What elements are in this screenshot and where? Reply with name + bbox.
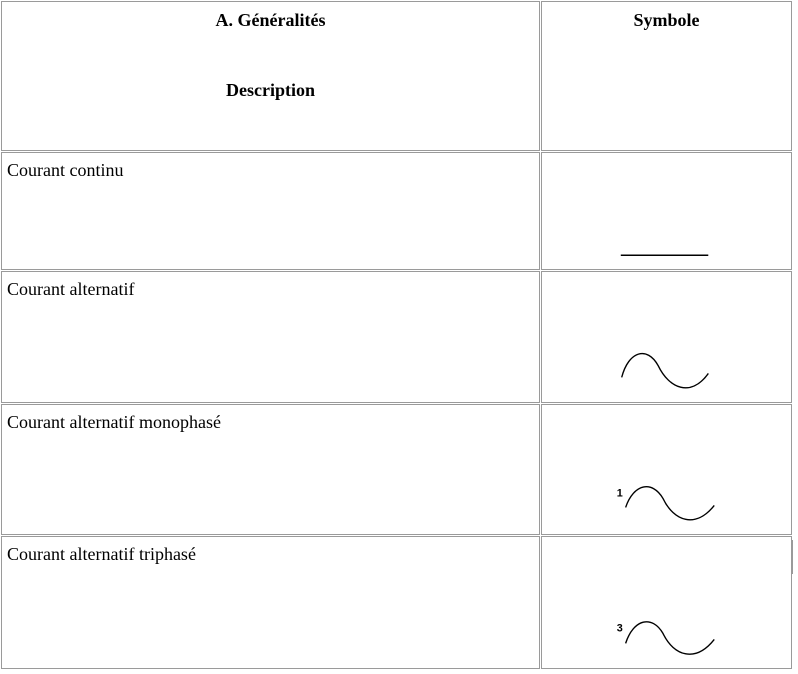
- table-row-description: [1, 536, 540, 669]
- table-row-symbol: [541, 271, 792, 403]
- row-description: Courant alternatif triphasé: [7, 544, 196, 564]
- sine-wave-icon: [542, 537, 791, 668]
- table-row-symbol: [541, 404, 792, 535]
- table-row-symbol: [541, 152, 792, 270]
- row-description: Courant alternatif monophasé: [7, 412, 221, 432]
- table-edge-divider: [792, 540, 793, 574]
- straight-line-icon: [542, 153, 791, 269]
- phase-number-label: 1: [616, 487, 623, 500]
- row-description: Courant continu: [7, 160, 124, 180]
- header-symbol-cell: [541, 1, 792, 151]
- symbol-column-header: Symbole: [633, 10, 700, 30]
- table-row-description: [1, 404, 540, 535]
- description-column-header: Description: [226, 80, 315, 100]
- sine-wave-icon: [542, 405, 791, 534]
- table-row-description: [1, 152, 540, 270]
- section-title: A. Généralités: [215, 10, 326, 30]
- row-description: Courant alternatif: [7, 279, 135, 299]
- phase-number-label: 3: [616, 622, 623, 635]
- table-row-description: [1, 271, 540, 403]
- sine-wave-icon: [542, 272, 791, 402]
- table-row-symbol: [541, 536, 792, 669]
- header-description-cell: [1, 1, 540, 151]
